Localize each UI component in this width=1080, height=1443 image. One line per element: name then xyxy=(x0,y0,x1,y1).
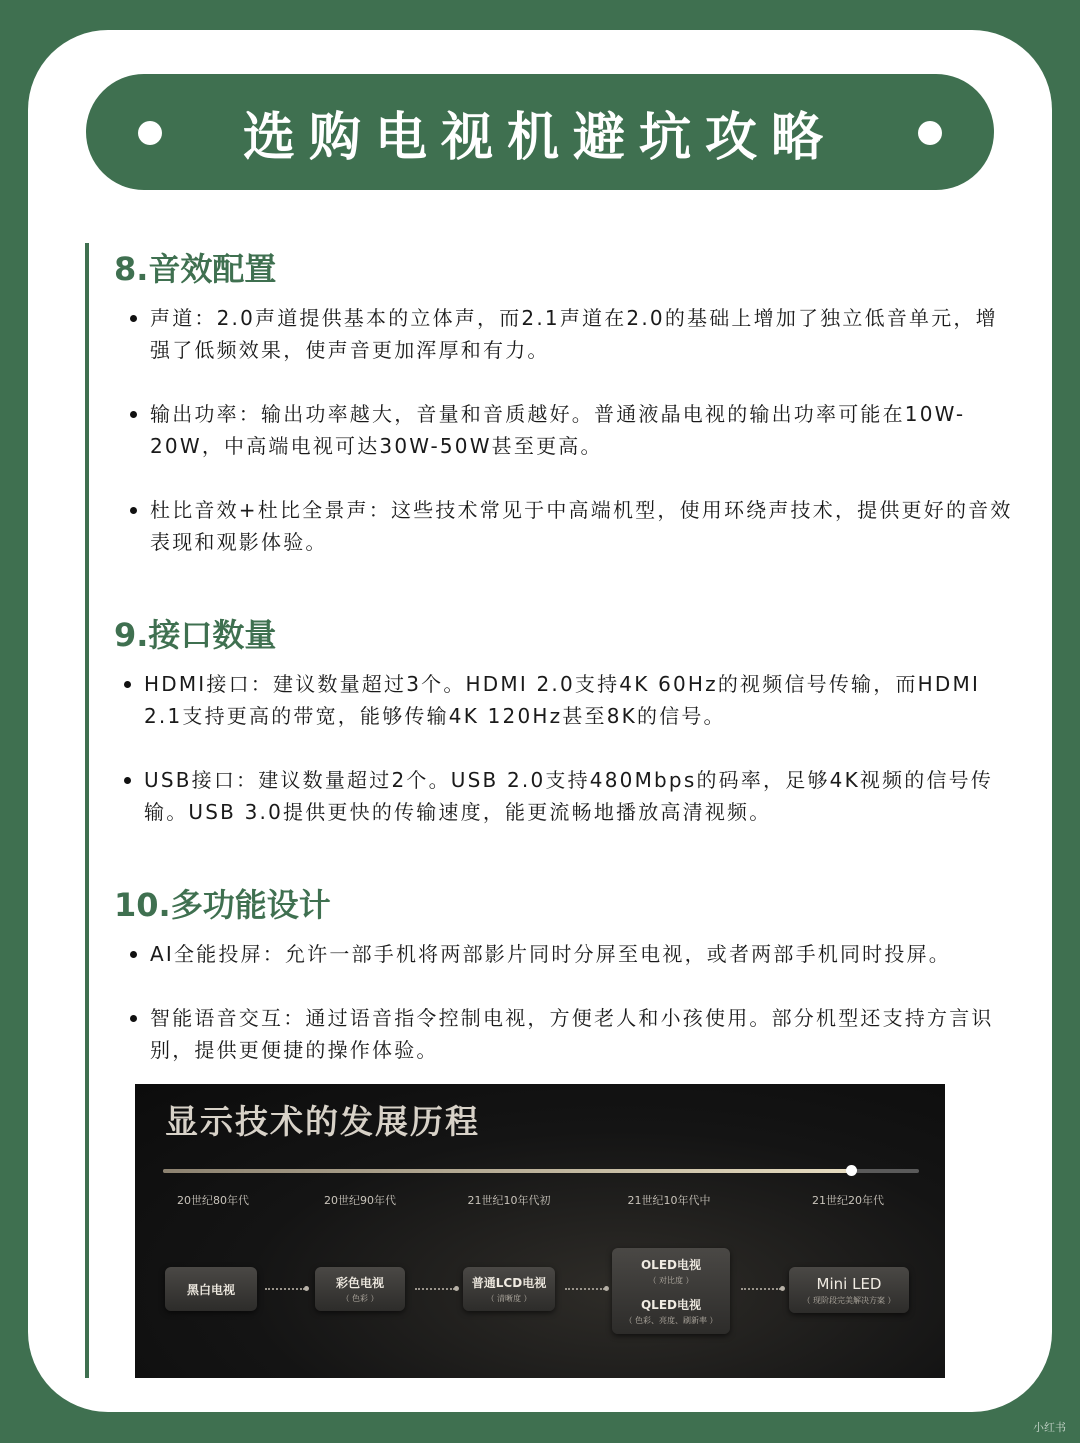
tv-feature: （ 清晰度 ） xyxy=(486,1294,532,1303)
era-label: 21世纪10年代中 xyxy=(627,1194,711,1207)
display-tech-history-image xyxy=(135,1084,945,1378)
tv-oled-qled xyxy=(612,1248,730,1334)
page-title: 选购电视机避坑攻略 xyxy=(242,107,837,168)
timeline-connector xyxy=(741,1288,781,1292)
left-accent-rule xyxy=(85,243,89,1378)
banner-dot-left xyxy=(138,121,162,145)
bullet-voice: 智能语音交互：通过语音指令控制电视，方便老人和小孩使用。部分机型还支持方言识别，提供更便捷的操作体验。 xyxy=(128,1002,1018,1066)
bullet-channels: 声道：2.0声道提供基本的立体声，而2.1声道在2.0的基础上增加了独立低音单元，增强了低频效果，使声音更加浑厚和有力。 xyxy=(128,302,1018,366)
tv-name: 彩色电视 xyxy=(335,1276,384,1290)
title-banner xyxy=(86,74,994,190)
timeline-track xyxy=(163,1169,919,1173)
tech-history-title: 显示技术的发展历程 xyxy=(165,1102,480,1141)
section-title-features: 10.多功能设计 xyxy=(114,886,331,924)
tv-black-white xyxy=(165,1267,257,1311)
timeline-progress xyxy=(163,1169,851,1173)
bullet-dolby: 杜比音效+杜比全景声：这些技术常见于中高端机型，使用环绕声技术，提供更好的音效表现和观影体验。 xyxy=(128,494,1018,558)
bullet-hdmi: HDMI接口：建议数量超过3个。HDMI 2.0支持4K 60Hz的视频信号传输，而HDMI 2.1支持更高的带宽，能够传输4K 120Hz甚至8K的信号。 xyxy=(122,668,1022,732)
timeline-connector xyxy=(565,1288,605,1292)
tv-feature: （ 色彩、亮度、刷新率 ） xyxy=(624,1316,718,1325)
watermark: 小红书 xyxy=(1033,1421,1066,1434)
timeline-connector xyxy=(415,1288,455,1292)
tv-feature: （ 现阶段完美解决方案 ） xyxy=(802,1295,896,1305)
bullet-ai-cast: AI全能投屏：允许一部手机将两部影片同时分屏至电视，或者两部手机同时投屏。 xyxy=(128,938,1018,970)
tv-name: Mini LED xyxy=(816,1274,882,1293)
bullet-usb: USB接口：建议数量超过2个。USB 2.0支持480Mbps的码率，足够4K视频的信号传输。USB 3.0提供更快的传输速度，能更流畅地播放高清视频。 xyxy=(122,764,1022,828)
timeline-connector xyxy=(265,1288,305,1292)
section-title-ports: 9.接口数量 xyxy=(114,616,277,654)
timeline-knob xyxy=(846,1165,857,1176)
tv-name: 普通LCD电视 xyxy=(471,1276,547,1290)
tv-feature: （ 对比度 ） xyxy=(648,1276,694,1285)
era-label: 21世纪10年代初 xyxy=(467,1194,551,1207)
bullet-output-power: 输出功率：输出功率越大，音量和音质越好。普通液晶电视的输出功率可能在10W-20W，中高端电视可达30W-50W甚至更高。 xyxy=(128,398,1018,462)
tv-lcd xyxy=(463,1267,555,1311)
banner-dot-right xyxy=(918,121,942,145)
era-label: 21世纪20年代 xyxy=(812,1194,884,1207)
era-label: 20世纪90年代 xyxy=(324,1194,396,1207)
tv-name: 黑白电视 xyxy=(186,1282,235,1297)
section-title-audio: 8.音效配置 xyxy=(114,250,277,288)
tv-name: OLED电视 xyxy=(640,1258,701,1272)
tv-feature: （ 色彩 ） xyxy=(341,1294,379,1303)
era-label: 20世纪80年代 xyxy=(177,1194,249,1207)
tv-mini-led xyxy=(789,1267,909,1313)
tv-name: QLED电视 xyxy=(640,1298,701,1312)
tv-color xyxy=(315,1267,405,1311)
